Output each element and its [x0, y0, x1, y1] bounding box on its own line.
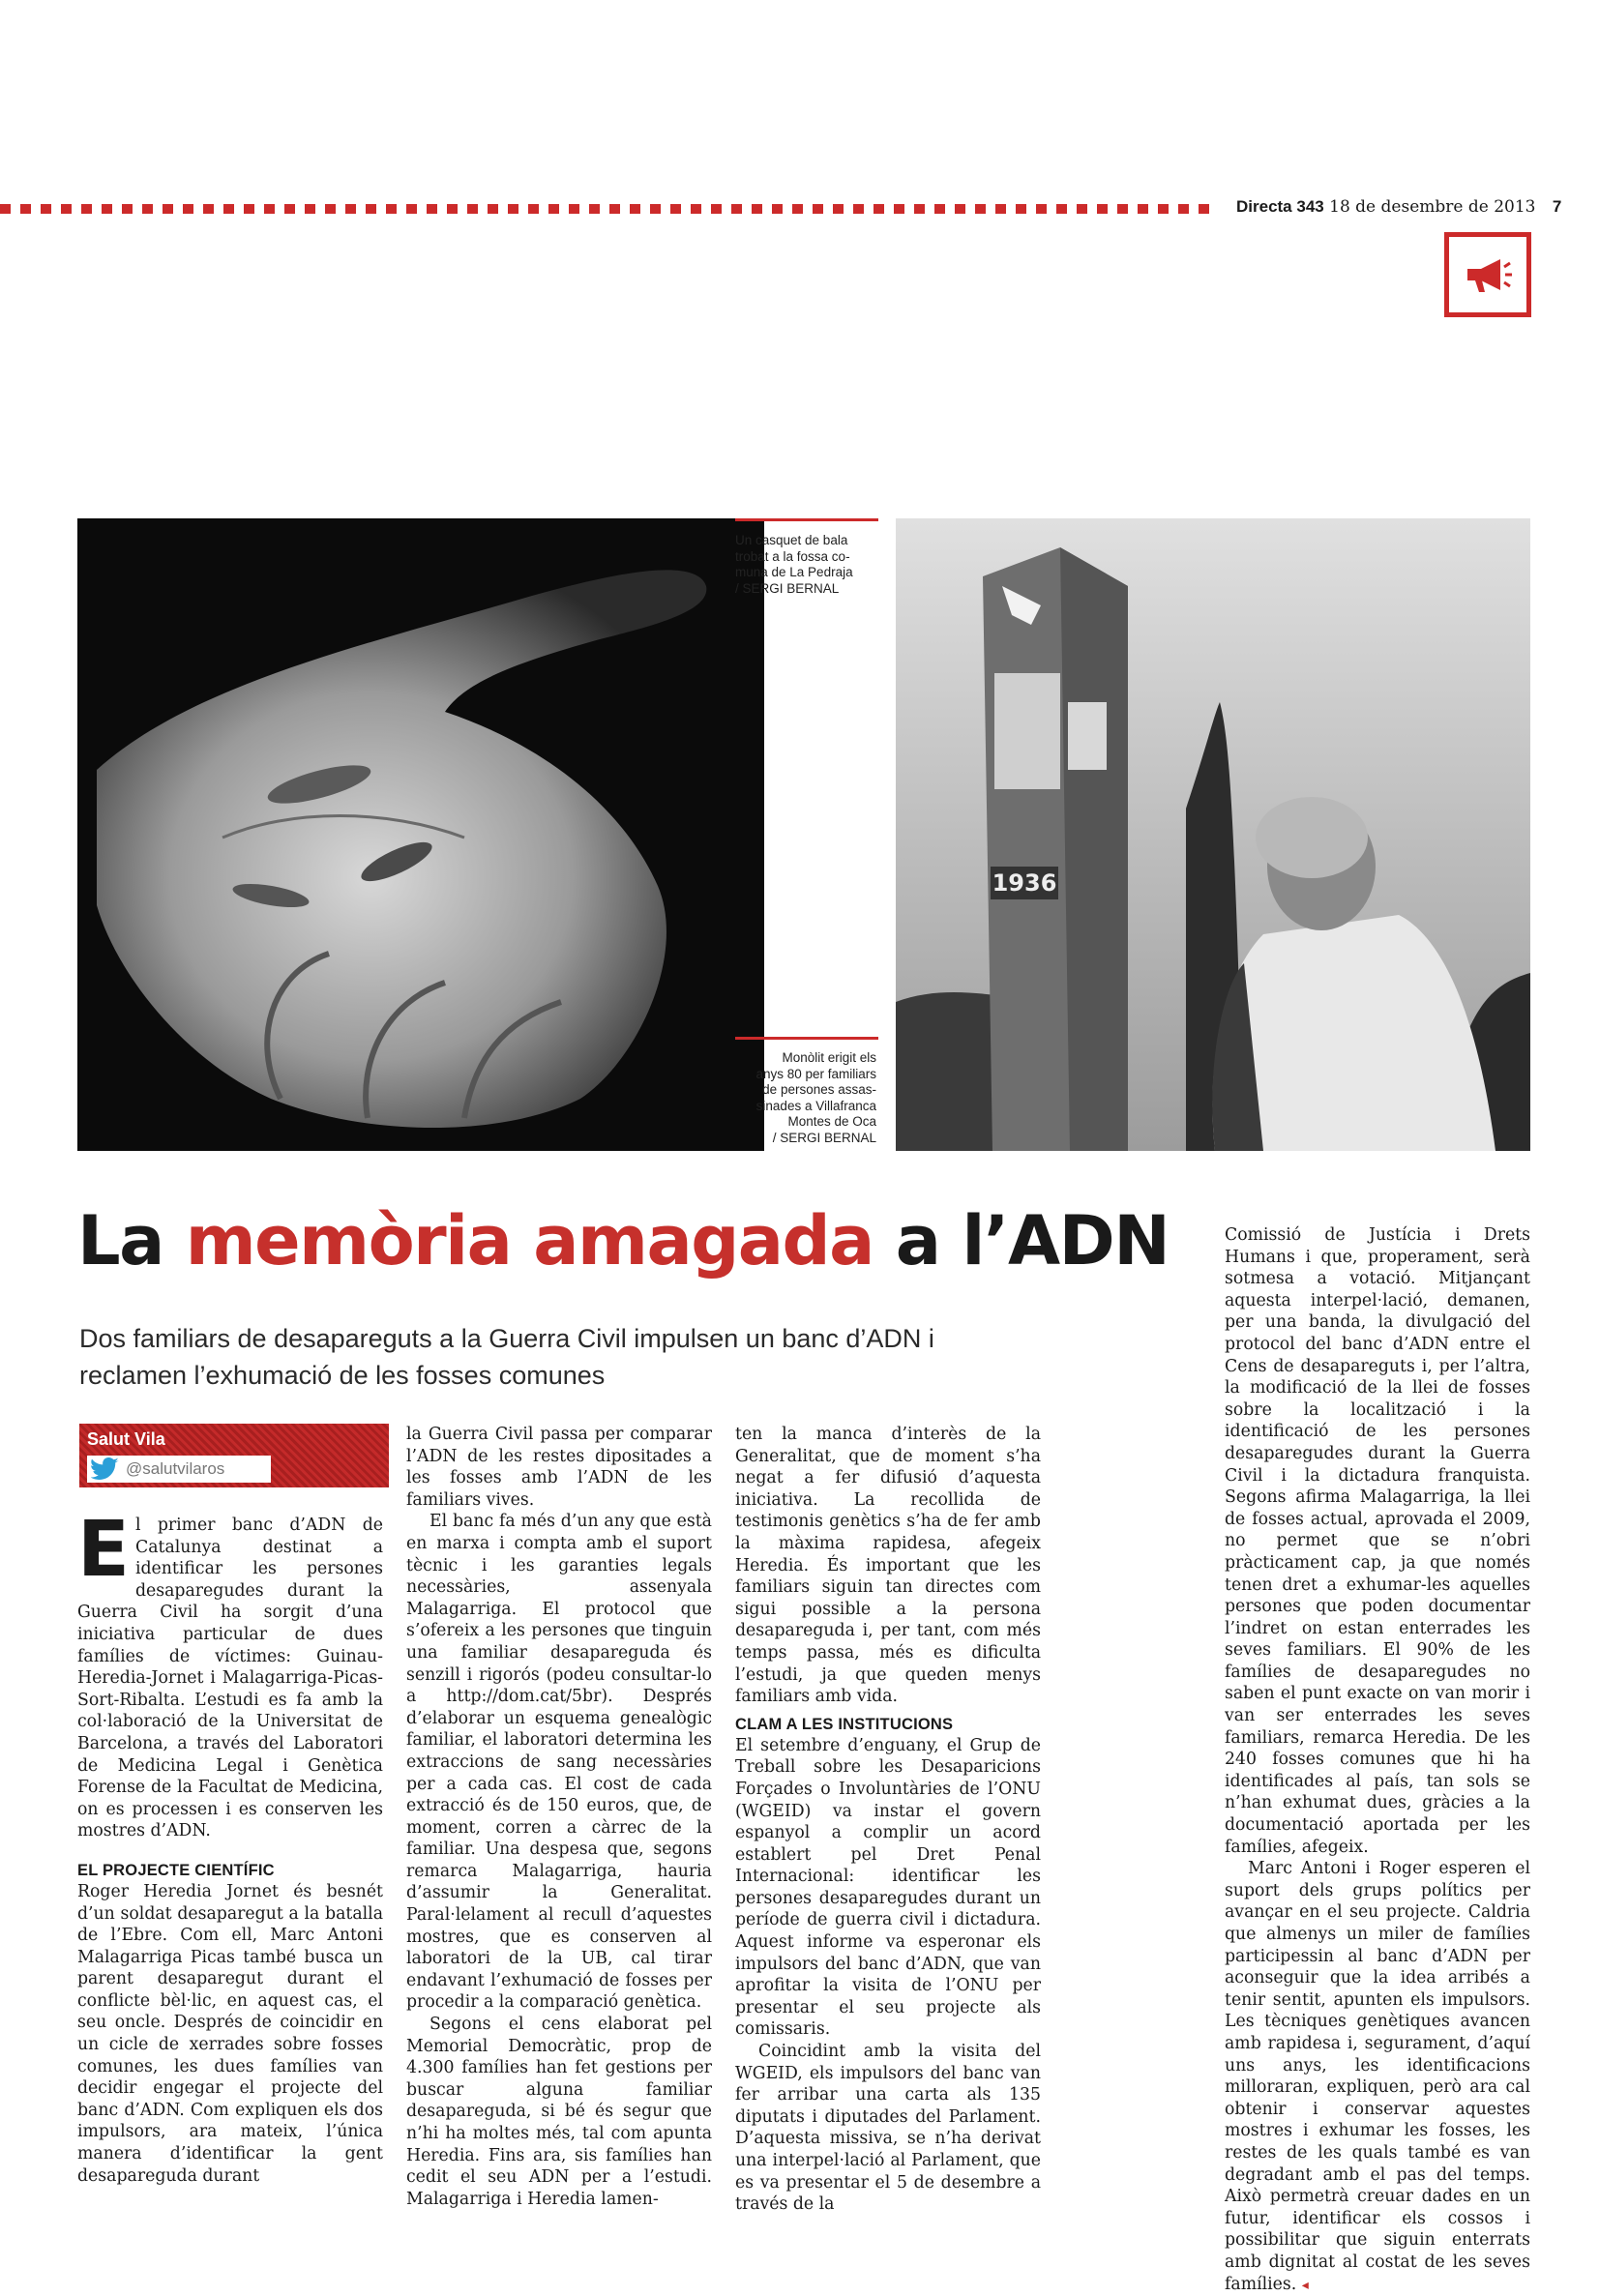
section-heading: EL PROJECTE CIENTÍFIC	[77, 1861, 275, 1879]
caption-line: trobat a la fossa co-	[735, 548, 850, 564]
article-paragraph: Segons el cens elaborat pel Memorial Democràtic, prop de 4.300 famílies han fet gestions per buscar alguna familiar desapareguda, si bé és segur que n’hi ha moltes més, tal com apunta Heredia. Fins ara, sis famílies han cedit el seu ADN per a l’estudi. Malagarriga i Heredia lamen-	[406, 2015, 712, 2209]
article-paragraph: Coincidint amb la visita del WGEID, els impulsors del banc van fer arribar una carta als 135 diputats i diputades del Parlament. D’aquesta missiva, se n’ha derivat una interpel·lació al Parlament, que es va presentar el 5 de desembre a través de la	[735, 2042, 1041, 2215]
twitter-handle-box[interactable]	[87, 1456, 271, 1483]
article-column-2	[406, 1424, 712, 2210]
author-name: Salut Vila	[87, 1429, 165, 1449]
article-paragraph	[1225, 1858, 1530, 2296]
byline	[79, 1424, 389, 1487]
headline-part: La	[77, 1201, 186, 1280]
caption-line: / SERGI BERNAL	[735, 580, 840, 596]
caption-line: Monòlit erigit els	[782, 1050, 876, 1065]
caption-line: de persones assas-	[762, 1082, 876, 1097]
caption-line: sinades a Villafranca	[755, 1098, 876, 1113]
article-paragraph: Comissió de Justícia i Drets Humans i que, properament, serà sotmesa a votació. Mitjançant aquesta interpel·lació, demanen, per una banda, la divulgació del protocol del banc d’ADN entre el Cens de desapareguts i, per l’altra, la modificació de la llei de fosses sobre la localització i la identificació de les persones desaparegudes durant la Guerra Civil i la dictadura franquista. Segons afirma Malagarriga, la llei de fosses actual, aprovada el 2009, no permet que se n’obri pràcticament cap, ja que només tenen dret a exhumar-les aquelles persones que poden documentar l’indret on estan enterrades les seves familiars. El 90% de les famílies de desaparegudes no saben el punt exacte on van morir i van ser enterrades les seves familiars, remarca Heredia. De les 240 fosses comunes que hi ha identificades al país, tan sols se n’han exhumat dues, gràcies a la documentació aportada per les famílies, afegeix.	[1225, 1225, 1530, 1857]
caption-line: / SERGI BERNAL	[772, 1130, 876, 1145]
monument-year: 1936	[992, 869, 1057, 897]
caption-line: Montes de Oca	[787, 1114, 876, 1129]
page-number: 7	[1552, 197, 1562, 216]
author-handle: @salutvilaros	[126, 1459, 225, 1478]
issue-date: 18 de desembre de 2013	[1329, 197, 1536, 217]
headline-part: a l’ADN	[873, 1201, 1170, 1280]
photo-bullet-casing	[77, 518, 764, 1151]
article-paragraph	[77, 1505, 383, 1842]
caption-line: Un casquet de bala	[735, 533, 848, 547]
paragraph-text: Marc Antoni i Roger esperen el suport dels grups polítics per avançar en el seu projecte. Caldria que almenys un miler de famílies participessin al banc d’ADN per aconseguir que la idea arribés a tenir sentit, apunten els impulsors. Les tècniques genètiques avancen amb rapidesa i, segurament, d’aquí uns anys, les identificacions milloraran, expliquen, però ara cal obtenir i conservar aquestes mostres i exhumar les fosses, les restes de les quals també es van degradant amb el pas del temps. Això permetrà creuar dades en un futur, identificar els cossos i possibilitar que siguin enterrats amb dignitat al costat de les seves famílies.	[1225, 1859, 1530, 2294]
caption-rule	[735, 518, 878, 521]
caption-line: anys 80 per familiars	[755, 1066, 876, 1081]
end-mark-icon: ◂	[1301, 2277, 1309, 2293]
section-heading: CLAM A LES INSTITUCIONS	[735, 1715, 954, 1733]
article-column-1	[77, 1505, 383, 2187]
article-paragraph: la Guerra Civil passa per comparar l’ADN de les restes dipositades a les fosses amb l’ADN de les familiars vives.	[406, 1425, 712, 1510]
megaphone-icon	[1444, 232, 1531, 317]
article-paragraph: El setembre d’enguany, el Grup de Treball sobre les Desaparicions Forçades o Involuntàries de l’ONU (WGEID) va instar el govern espanyol a complir un acord establert pel Dret Penal Internacional: identificar les persones desaparegudes durant un període de guerra civil i dictadura. Aquest informe va esperonar els impulsors del banc d’ADN, que van aprofitar la visita de l’ONU per presentar el seu projecte als comissaris.	[735, 1735, 1041, 2040]
photo-caption	[735, 533, 880, 597]
publication-name: Directa 343	[1236, 197, 1324, 216]
article-column-4	[1225, 1224, 1530, 2296]
article-paragraph: ten la manca d’interès de la Generalitat, que de moment s’ha negat a fer difusió d’aquesta iniciativa. La recollida de testimonis genètics s’ha de fer amb la màxima rapidesa, afegeix Heredia. És important que les familiars siguin tan directes com sigui possible a la persona desapareguda i, per tant, com més temps passa, més es dificulta l’estudi, ja que queden menys familiars amb vida.	[735, 1425, 1041, 1707]
dotted-rule	[0, 204, 1209, 214]
article-paragraph: El banc fa més d’un any que està en marxa i compta amb el suport tècnic i les garanties legals necessàries, assenyala Malagarriga. El protocol que s’ofereix a les persones que tinguin una familiar desapareguda és senzill i rigorós (podeu consultar-lo a http://dom.cat/5br). Després d’elaborar un esquema genealògic familiar, el laboratori determina les extraccions de sang necessàries per a cada cas. El cost de cada extracció és de 150 euros, que, de moment, corren a càrrec de la familiar. Una despesa que, segons remarca Malagarriga, hauria d’assumir la Generalitat. Paral·lelament al recull d’aquestes mostres, que es conserven al laboratori de la UB, cal tirar endavant l’exhumació de fosses per procedir a la comparació genètica.	[406, 1512, 712, 2013]
drop-cap: E	[77, 1505, 130, 1594]
caption-rule	[735, 1037, 878, 1040]
article-paragraph: Roger Heredia Jornet és besnét d’un soldat desaparegut a la batalla de l’Ebre. Com ell, Marc Antoni Malagarriga Picas també busca un parent desaparegut durant el conflicte bèl·lic, en aquest cas, el seu oncle. Després de coincidir en un cicle de xerrades sobre fosses comunes, les dues famílies van decidir engegar el projecte del banc d’ADN. Com expliquen els dos impulsors, ara mateix, l’única manera d’identificar la gent desapareguda durant	[77, 1881, 383, 2186]
headline	[77, 1201, 1170, 1280]
paragraph-text: l primer banc d’ADN de Catalunya destinat a identificar les persones desaparegudes durant la Guerra Civil ha sorgit d’una iniciativa particular de dues famílies de víctimes: Guinau-Heredia-Jornet i Malagarriga-Picas-Sort-Ribalta. L’estudi es fa amb la col·laboració de la Universitat de Barcelona, a través del Laboratori de Medicina Legal i Genètica Forense de la Facultat de Medicina, on es processen i es conserven les mostres d’ADN.	[77, 1516, 383, 1841]
standfirst: Dos familiars de desapareguts a la Guerra Civil impulsen un banc d’ADN i reclamen l’exhumació de les fosses comunes	[79, 1324, 934, 1390]
photo-monolith	[896, 518, 1530, 1151]
article-column-3	[735, 1424, 1041, 2216]
page-header	[1236, 197, 1561, 217]
caption-line: muna de La Pedraja	[735, 565, 853, 579]
twitter-bird-icon	[91, 1457, 120, 1481]
photo-caption	[735, 1050, 876, 1146]
headline-highlight: memòria amagada	[185, 1201, 874, 1280]
